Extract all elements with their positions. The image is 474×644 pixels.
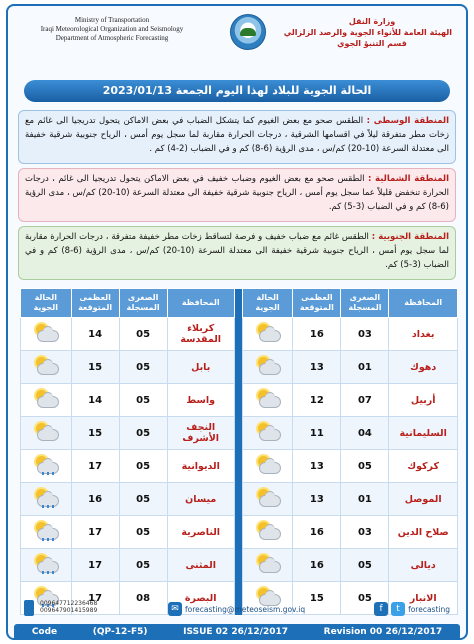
min-temp: 05 (341, 450, 389, 483)
rain-drop (42, 538, 44, 541)
table-row (21, 516, 458, 549)
dept-en: Department of Atmospheric Forecasting (55, 34, 169, 42)
cloud-shape (259, 396, 281, 408)
document-code-bar (14, 624, 460, 640)
max-temp: 16 (293, 549, 341, 582)
partly-cloudy-icon (255, 324, 281, 342)
governorate-name: الديوانية (167, 450, 234, 483)
table-row (21, 549, 458, 582)
rain-drop (47, 571, 49, 574)
partly-cloudy-icon (33, 423, 59, 441)
col-min: الصغرى المسجلة (341, 289, 389, 318)
temperature-table (20, 288, 458, 615)
weather-cell (21, 318, 72, 351)
cloud-shape (259, 495, 281, 507)
governorate-name: أربيل (389, 384, 458, 417)
weather-cell (242, 450, 292, 483)
dept-ar: قسم التنبؤ الجوي (337, 39, 407, 48)
min-temp: 05 (119, 351, 167, 384)
rain-drop (47, 472, 49, 475)
governorate-name: الانبار (389, 582, 458, 615)
table-divider (234, 450, 242, 483)
partly-cloudy-icon (255, 357, 281, 375)
min-temp: 08 (119, 582, 167, 615)
max-temp: 17 (71, 450, 119, 483)
governorate-name: ديالى (389, 549, 458, 582)
table-divider (234, 417, 242, 450)
min-temp: 05 (119, 318, 167, 351)
cloud-shape (37, 429, 59, 441)
table-row (21, 351, 458, 384)
weather-cell (21, 417, 72, 450)
partly-cloudy-icon (255, 456, 281, 474)
governorate-name: صلاح الدين (389, 516, 458, 549)
min-temp: 07 (341, 384, 389, 417)
rain-drop (47, 505, 49, 508)
ministry-ar: وزارة النقل (348, 17, 396, 26)
governorate-name: ميسان (167, 483, 234, 516)
partly-cloudy-icon (255, 555, 281, 573)
weather-cell (242, 351, 292, 384)
cloud-shape (259, 528, 281, 540)
min-temp: 05 (341, 549, 389, 582)
weather-cell (21, 384, 72, 417)
partly-cloudy-icon (33, 390, 59, 408)
governorate-name: المثنى (167, 549, 234, 582)
ministry-en: Ministry of Transportation (74, 16, 150, 24)
min-temp: 01 (341, 483, 389, 516)
max-temp: 17 (71, 582, 119, 615)
min-temp: 05 (119, 417, 167, 450)
max-temp: 15 (71, 351, 119, 384)
table-row (21, 318, 458, 351)
forecast-sheet (6, 4, 468, 640)
col-governorate: المحافظة (167, 289, 234, 318)
table-divider (234, 318, 242, 351)
email-address[interactable]: forecasting@meteoseism.gov.iq (185, 604, 306, 614)
partly-cloudy-icon (255, 522, 281, 540)
cloud-shape (259, 561, 281, 573)
partly-cloudy-icon (33, 357, 59, 375)
max-temp: 13 (293, 483, 341, 516)
region-north-name: المنطقة الشمالية : (367, 174, 450, 184)
governorate-name: واسط (167, 384, 234, 417)
rain-drop (52, 505, 54, 508)
region-south-name: المنطقة الجنوبية : (371, 232, 449, 242)
max-temp: 16 (71, 483, 119, 516)
weather-cell (21, 450, 72, 483)
cloudy-rain-icon (33, 555, 59, 573)
email-contact[interactable] (168, 602, 305, 616)
rain-drop (52, 472, 54, 475)
phone-1: 009647712236468 (40, 600, 98, 607)
governorate-name: النجف الأشرف (167, 417, 234, 450)
table-header-row (21, 289, 458, 318)
partly-cloudy-icon (33, 324, 59, 342)
table-divider (234, 384, 242, 417)
rain-drop (42, 472, 44, 475)
col-max: العظمى المتوقعة (71, 289, 119, 318)
table-body (21, 318, 458, 615)
email-icon: ✉ (168, 602, 182, 616)
governorate-name: الموصل (389, 483, 458, 516)
min-temp: 04 (341, 417, 389, 450)
weather-cell (21, 483, 72, 516)
org-en: Iraqi Meteorological Organization and Seismology (40, 25, 184, 33)
issue-info: ISSUE 02 26/12/2017 (183, 627, 288, 637)
cloud-shape (37, 396, 59, 408)
table-divider (234, 289, 242, 318)
min-temp: 05 (119, 384, 167, 417)
max-temp: 15 (293, 582, 341, 615)
cloudy-rain-icon (33, 522, 59, 540)
governorate-name: بغداد (389, 318, 458, 351)
revision-info: Revision 00 26/12/2017 (323, 627, 443, 637)
cloud-shape (259, 363, 281, 375)
weather-cell (21, 516, 72, 549)
cloud-shape (259, 330, 281, 342)
cloud-shape (259, 429, 281, 441)
governorate-name: الناصرية (167, 516, 234, 549)
partly-cloudy-icon (255, 489, 281, 507)
governorate-name: دهوك (389, 351, 458, 384)
max-temp: 12 (293, 384, 341, 417)
col-governorate: المحافظة (389, 289, 458, 318)
governorate-name: كربلاء المقدسة (167, 318, 234, 351)
cloud-shape (37, 330, 59, 342)
organization-logo (230, 14, 266, 50)
weather-cell (242, 516, 292, 549)
governorate-name: السليمانية (389, 417, 458, 450)
twitter-icon: t (391, 602, 405, 616)
footer (18, 600, 456, 622)
social-handle[interactable]: forecasting (408, 604, 450, 614)
cloud-shape (37, 363, 59, 375)
weather-cell (242, 318, 292, 351)
col-min: الصغرى المسجلة (119, 289, 167, 318)
partly-cloudy-icon (255, 390, 281, 408)
max-temp: 16 (293, 516, 341, 549)
table-divider (234, 516, 242, 549)
org-ar: الهيئة العامة للأنواء الجوية والرصد الزلزالي (283, 28, 452, 37)
rain-drop (52, 538, 54, 541)
governorate-name: البصرة (167, 582, 234, 615)
max-temp: 13 (293, 351, 341, 384)
weather-cell (21, 549, 72, 582)
code-value: (QP-12-F5) (92, 627, 148, 637)
phone-icon (24, 600, 34, 616)
weather-cell (242, 417, 292, 450)
region-central-text: الطقس صحو مع بعض الغيوم كما يتشكل الضباب في بعض الاماكن يتحول تدريجيا الى غائم مع زخات مطر متفرقة ليلاً في اقسامها الشرقية ، درجات الحرارة مقاربة لما سجل يوم أمس ، الرياح جنوبية شرقية خفيفة الى معتدلة السرعة (10-20) كم/س ، مدى الرؤية (6-8) كم و في الضباب (2-4) كم . (25, 116, 449, 154)
weather-cell (242, 483, 292, 516)
col-weather: الحالة الجوية (21, 289, 72, 318)
col-max: العظمى المتوقعة (293, 289, 341, 318)
phone-numbers (40, 600, 97, 614)
region-central-name: المنطقة الوسطى : (366, 116, 450, 126)
rain-drop (47, 538, 49, 541)
weather-cell (242, 549, 292, 582)
table-divider (234, 549, 242, 582)
page-title: الحالة الجوية للبلاد لهذا اليوم الجمعة 2023/01/13 (24, 80, 450, 102)
header-english (32, 16, 192, 43)
region-central (18, 110, 456, 164)
table-row (21, 450, 458, 483)
table-row (21, 384, 458, 417)
partly-cloudy-icon (255, 423, 281, 441)
region-north-text: الطقس صحو مع بعض الغيوم وضباب خفيف في بعض الاماكن يتحول تدريجيا الى غائم ، درجات الحرارة تنخفض قليلاً عما سجل يوم أمس ، الرياح جنوبية شرقية خفيفة الى معتدلة السرعة (10-20) كم/س ، مدى الرؤية (6-8) كم و في الضباب (3-5) كم. (25, 174, 449, 212)
weather-cell (21, 351, 72, 384)
header (14, 14, 460, 72)
cloudy-rain-icon (33, 456, 59, 474)
min-temp: 05 (119, 450, 167, 483)
region-south (18, 226, 456, 280)
max-temp: 17 (71, 516, 119, 549)
table-divider (234, 351, 242, 384)
min-temp: 03 (341, 516, 389, 549)
max-temp: 14 (71, 318, 119, 351)
min-temp: 05 (341, 582, 389, 615)
rain-drop (42, 505, 44, 508)
region-north (18, 168, 456, 222)
max-temp: 13 (293, 450, 341, 483)
max-temp: 11 (293, 417, 341, 450)
cloud-shape (259, 462, 281, 474)
min-temp: 05 (119, 549, 167, 582)
region-south-text: الطقس غائم مع ضباب خفيف و فرصة لتساقط زخات مطر خفيفة متفرقة ، درجات الحرارة مقاربة لما سجل يوم أمس ، الرياح جنوبية شرقية خفيفة الى معتدلة السرعة (10-20) كم/س ، مدى الرؤية (6-8) كم و في الضباب (3-5) كم. (25, 232, 449, 270)
governorate-name: كركوك (389, 450, 458, 483)
max-temp: 14 (71, 384, 119, 417)
rain-drop (42, 571, 44, 574)
code-label: Code (31, 627, 58, 637)
min-temp: 05 (119, 483, 167, 516)
table-row (21, 417, 458, 450)
table-divider (234, 483, 242, 516)
facebook-icon: f (374, 602, 388, 616)
max-temp: 17 (71, 549, 119, 582)
phone-2: 009647901415989 (40, 607, 98, 614)
table-row (21, 483, 458, 516)
rain-drop (52, 571, 54, 574)
min-temp: 05 (119, 516, 167, 549)
max-temp: 16 (293, 318, 341, 351)
cloudy-rain-icon (33, 489, 59, 507)
min-temp: 03 (341, 318, 389, 351)
social-contact[interactable] (374, 602, 450, 616)
governorate-name: بابل (167, 351, 234, 384)
max-temp: 15 (71, 417, 119, 450)
weather-cell (242, 384, 292, 417)
min-temp: 01 (341, 351, 389, 384)
col-weather: الحالة الجوية (242, 289, 292, 318)
header-arabic (283, 16, 452, 49)
